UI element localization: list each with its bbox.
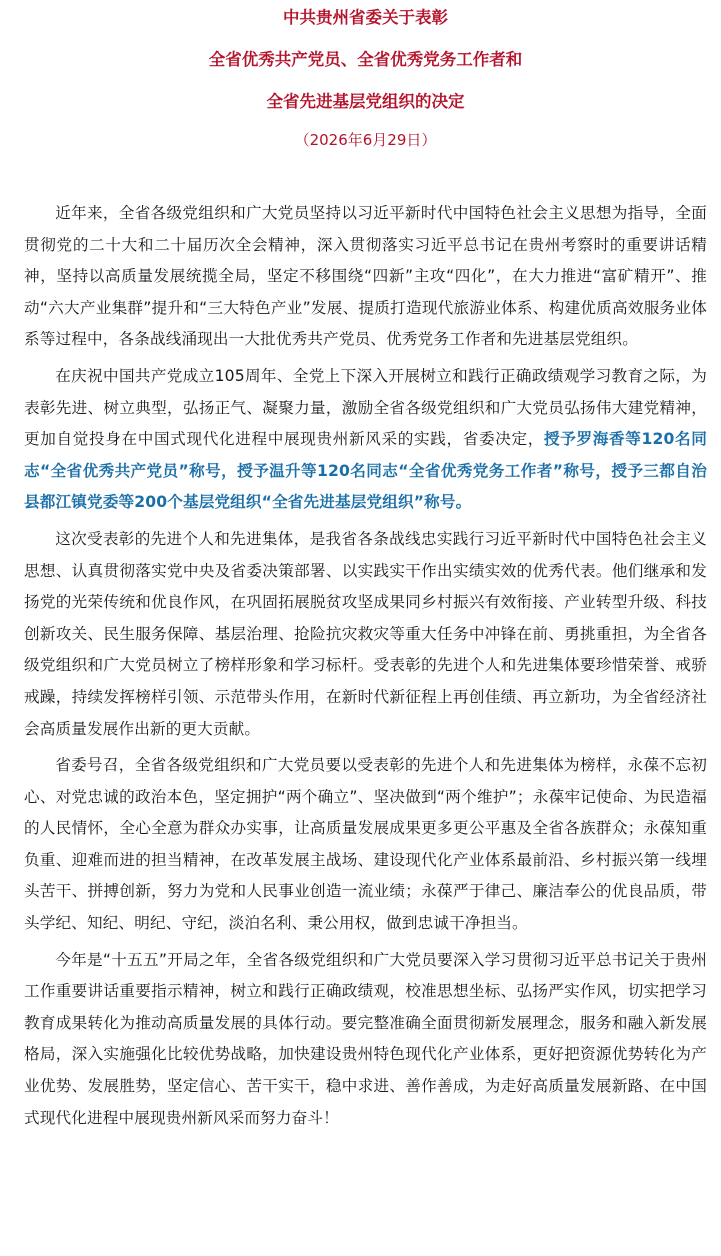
title-block (24, 0, 707, 150)
title-line-3: 全省先进基层党组织的决定 (266, 92, 465, 111)
title-line-2: 全省优秀共产党员、全省优秀党务工作者和 (208, 50, 523, 69)
title-line-1: 中共贵州省委关于表彰 (283, 8, 448, 27)
award-highlight: 授予罗海香等120名同志“全省优秀共产党员”称号，授予温升等120名同志“全省优秀党务工作者”称号，授予三都自治县都江镇党委等200个基层党组织“全省先进基层党组织”称号。 (24, 430, 707, 512)
paragraph-5: 今年是“十五五”开局之年，全省各级党组织和广大党员要深入学习贯彻习近平总书记关于贵州工作重要讲话重要指示精神，树立和践行正确政绩观，校准思想坐标、弘扬严实作风，切实把学习教育成果转化为推动高质量发展的具体行动。要完整准确全面贯彻新发展理念，服务和融入新发展格局，深入实施强化比较优势战略，加快建设贵州特色现代化产业体系，更好把资源优势转化为产业优势、发展胜势，坚定信心、苦干实干，稳中求进、善作善成，为走好高质量发展新路、在中国式现代化进程中展现贵州新风采而努力奋斗！ (24, 950, 707, 1127)
paragraph-1: 近年来，全省各级党组织和广大党员坚持以习近平新时代中国特色社会主义思想为指导，全面贯彻党的二十大和二十届历次全会精神，深入贯彻落实习近平总书记在贵州考察时的重要讲话精神，坚持以高质量发展统揽全局，坚定不移围绕“四新”主攻“四化”，在大力推进“富矿精开”、推动“六大产业集群”提升和“三大特色产业”发展、提质打造现代旅游业体系、构建优质高效服务业体系等过程中，各条战线涌现出一大批优秀共产党员、优秀党务工作者和先进基层党组织。 (24, 204, 707, 349)
paragraph-4: 省委号召，全省各级党组织和广大党员要以受表彰的先进个人和先进集体为榜样，永葆不忘初心、对党忠诚的政治本色，坚定拥护“两个确立”、坚决做到“两个维护”；永葆牢记使命、为民造福的人民情怀，全心全意为群众办实事，让高质量发展成果更多更公平惠及全省各族群众；永葆知重负重、迎难而进的担当精神，在改革发展主战场、建设现代化产业体系最前沿、乡村振兴第一线埋头苦干、拼搏创新，努力为党和人民事业创造一流业绩；永葆严于律己、廉洁奉公的优良品质，带头学纪、知纪、明纪、守纪，淡泊名利、秉公用权，做到忠诚干净担当。 (24, 756, 707, 933)
publish-date: （2026年6月29日） (294, 131, 437, 149)
paragraph-2 (24, 361, 707, 519)
paragraph-2-text: 在庆祝中国共产党成立105周年、全党上下深入开展树立和践行正确政绩观学习教育之际，为表彰先进、树立典型，弘扬正气、凝聚力量，激励全省各级党组织和广大党员弘扬伟大建党精神，更加自觉投身在中国式现代化进程中展现贵州新风采的实践，省委决定， (24, 366, 707, 449)
article-body (24, 198, 707, 1134)
paragraph-3: 这次受表彰的先进个人和先进集体，是我省各条战线忠实践行习近平新时代中国特色社会主义思想、认真贯彻落实党中央及省委决策部署、以实践实干作出实绩实效的优秀代表。他们继承和发扬党的光荣传统和优良作风，在巩固拓展脱贫攻坚成果同乡村振兴有效衔接、产业转型升级、科技创新攻关、民生服务保障、基层治理、抢险抗灾救灾等重大任务中冲锋在前、勇挑重担，为全省各级党组织和广大党员树立了榜样形象和学习标杆。受表彰的先进个人和先进集体要珍惜荣誉、戒骄戒躁，持续发挥榜样引领、示范带头作用，在新时代新征程上再创佳绩、再立新功，为全省经济社会高质量发展作出新的更大贡献。 (24, 529, 707, 738)
